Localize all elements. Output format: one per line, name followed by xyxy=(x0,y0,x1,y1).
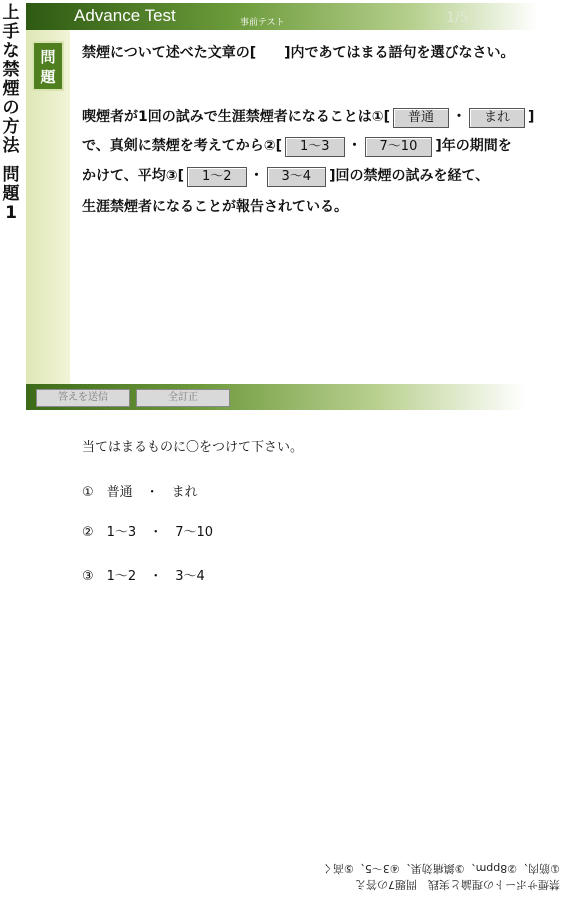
passage-text: で、真剣に禁煙を考えてから②[ xyxy=(82,138,282,154)
separator: ・ xyxy=(249,168,264,184)
title-main: 上手な禁煙の方法 xyxy=(2,3,20,156)
answer-line-2: ② 1〜3 ・ 7〜10 xyxy=(82,525,214,540)
footnote-line-2: ①筋肉、②8ppm、③鎮痛効果、④3〜5、⑤高く xyxy=(322,862,560,875)
passage-line-4: 生涯禁煙者になることが報告されている。 xyxy=(82,199,348,215)
answer-line-3: ③ 1〜2 ・ 3〜4 xyxy=(82,569,205,584)
title-sub: 問題1 xyxy=(2,165,20,223)
submit-answer-button[interactable]: 答えを送信 xyxy=(36,389,130,407)
instructions: 当てはまるものに〇をつけて下さい。 xyxy=(82,440,304,455)
question-text: 禁煙について述べた文章の[ ]内であてはまる語句を選びなさい。 xyxy=(82,45,515,61)
question-badge: 問題 xyxy=(32,41,64,91)
app-title: Advance Test xyxy=(74,6,176,25)
passage-line-1 xyxy=(82,106,534,128)
separator: ・ xyxy=(347,138,362,154)
passage-line-3 xyxy=(82,165,489,187)
header-bar xyxy=(26,3,538,30)
footnote-line-1: 禁煙サポートの理論と実践 問題7の答え xyxy=(355,878,560,891)
passage-text: 喫煙者が1回の試みで生涯禁煙者になることは①[ xyxy=(82,109,390,125)
option-3b-button[interactable]: 3〜4 xyxy=(267,167,327,187)
upside-down-footnote xyxy=(300,860,560,892)
header-subtitle: 事前テスト xyxy=(240,18,285,28)
option-3a-button[interactable]: 1〜2 xyxy=(187,167,247,187)
option-1a-button[interactable]: 普通 xyxy=(393,108,449,128)
passage-line-2 xyxy=(82,135,512,157)
option-2a-button[interactable]: 1〜3 xyxy=(285,137,345,157)
passage-text: ]回の禁煙の試みを経て、 xyxy=(329,168,490,184)
option-1b-button[interactable]: まれ xyxy=(469,108,525,128)
bracket-close: ] xyxy=(528,109,535,125)
vertical-page-title xyxy=(0,4,22,223)
correct-all-button[interactable]: 全訂正 xyxy=(136,389,230,407)
passage-text: かけて、平均③[ xyxy=(82,168,184,184)
page-indicator: 1/5 xyxy=(446,10,469,26)
answer-line-1: ① 普通 ・ まれ xyxy=(82,485,198,500)
option-2b-button[interactable]: 7〜10 xyxy=(365,137,433,157)
passage-text: ]年の期間を xyxy=(435,138,512,154)
separator: ・ xyxy=(452,109,467,125)
